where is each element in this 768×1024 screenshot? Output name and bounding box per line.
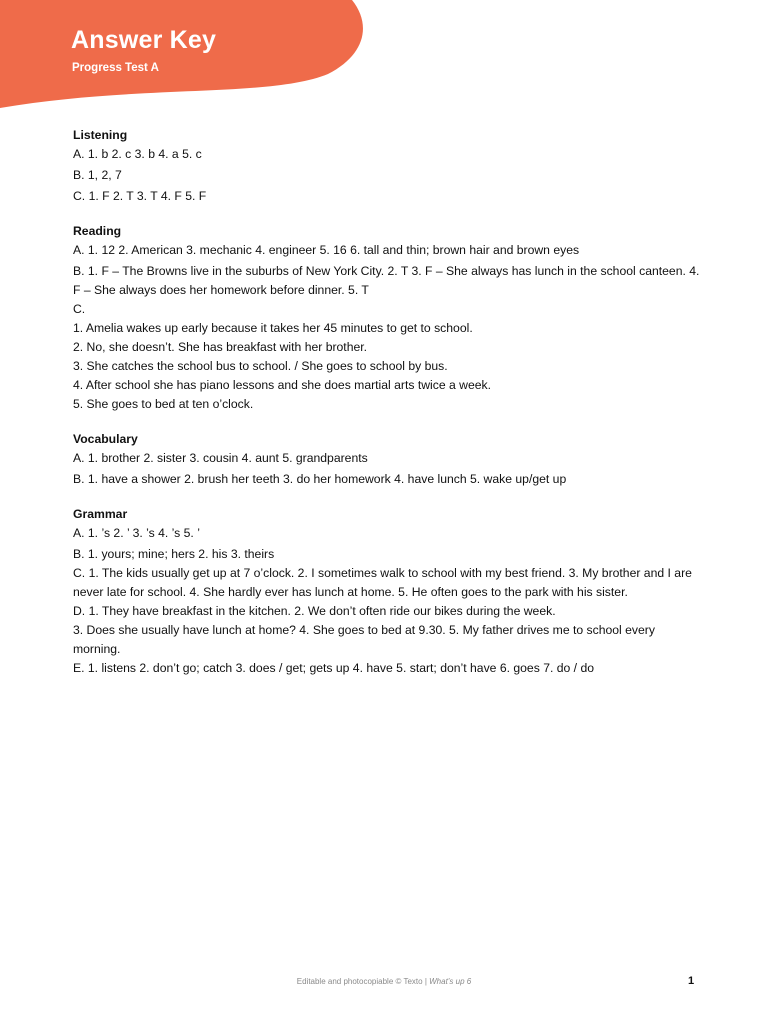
footer-copyright — [0, 977, 768, 986]
answer-line: 3. Does she usually have lunch at home? 4. She goes to bed at 9.30. 5. My father drives me to school every morning. — [73, 623, 655, 656]
answer-line: 4. After school she has piano lessons and she does martial arts twice a week. — [73, 378, 491, 392]
answer-line: A. 1. ’s 2. ’ 3. ’s 4. ’s 5. ’ — [73, 526, 200, 540]
answer-line: 3. She catches the school bus to school. / She goes to school by bus. — [73, 359, 448, 373]
section-heading-reading: Reading — [73, 224, 122, 238]
section-heading-grammar: Grammar — [73, 507, 128, 521]
answer-key-content — [73, 126, 703, 694]
answer-line: B. 1, 2, 7 — [73, 168, 122, 182]
answer-line: D. 1. They have breakfast in the kitchen. 2. We don’t often ride our bikes during the week. — [73, 604, 556, 618]
footer-copyright-text: Editable and photocopiable © Texto | — [296, 977, 430, 986]
answer-line: B. 1. have a shower 2. brush her teeth 3. do her homework 4. have lunch 5. wake up/get up — [73, 472, 567, 486]
answer-line: A. 1. brother 2. sister 3. cousin 4. aunt 5. grandparents — [73, 451, 368, 465]
footer-book-title: What’s up 6 — [429, 977, 472, 986]
answer-line: C. 1. F 2. T 3. T 4. F 5. F — [73, 189, 207, 203]
answer-line: C. — [73, 302, 86, 316]
answer-line: 1. Amelia wakes up early because it takes her 45 minutes to get to school. — [73, 321, 473, 335]
answer-line: C. 1. The kids usually get up at 7 o’clock. 2. I sometimes walk to school with my best friend. 3. My brother and I are never late for school. 4. She hardly ever has lunch at home. 5. He often goes to the park with his sister. — [73, 566, 692, 599]
page-number: 1 — [688, 975, 695, 987]
page-subtitle: Progress Test A — [72, 62, 159, 74]
answer-line: E. 1. listens 2. don’t go; catch 3. does / get; gets up 4. have 5. start; don’t have 6. goes 7. do / do — [73, 661, 595, 675]
section-reading — [73, 222, 703, 414]
page-title: Answer Key — [71, 26, 217, 54]
section-grammar — [73, 505, 703, 678]
answer-line: 5. She goes to bed at ten o’clock. — [73, 397, 254, 411]
answer-line: B. 1. yours; mine; hers 2. his 3. theirs — [73, 547, 275, 561]
answer-line: 2. No, she doesn’t. She has breakfast with her brother. — [73, 340, 368, 354]
section-heading-vocabulary: Vocabulary — [73, 432, 138, 446]
answer-line: A. 1. 12 2. American 3. mechanic 4. engineer 5. 16 6. tall and thin; brown hair and brown eyes — [73, 243, 580, 257]
answer-line: A. 1. b 2. c 3. b 4. a 5. c — [73, 147, 202, 161]
section-vocabulary — [73, 430, 703, 489]
answer-line: B. 1. F – The Browns live in the suburbs of New York City. 2. T 3. F – She always has lunch in the school canteen. 4. F – She always does her homework before dinner. 5. T — [73, 264, 700, 297]
header-banner — [0, 0, 380, 115]
section-heading-listening: Listening — [73, 128, 128, 142]
section-listening — [73, 126, 703, 206]
